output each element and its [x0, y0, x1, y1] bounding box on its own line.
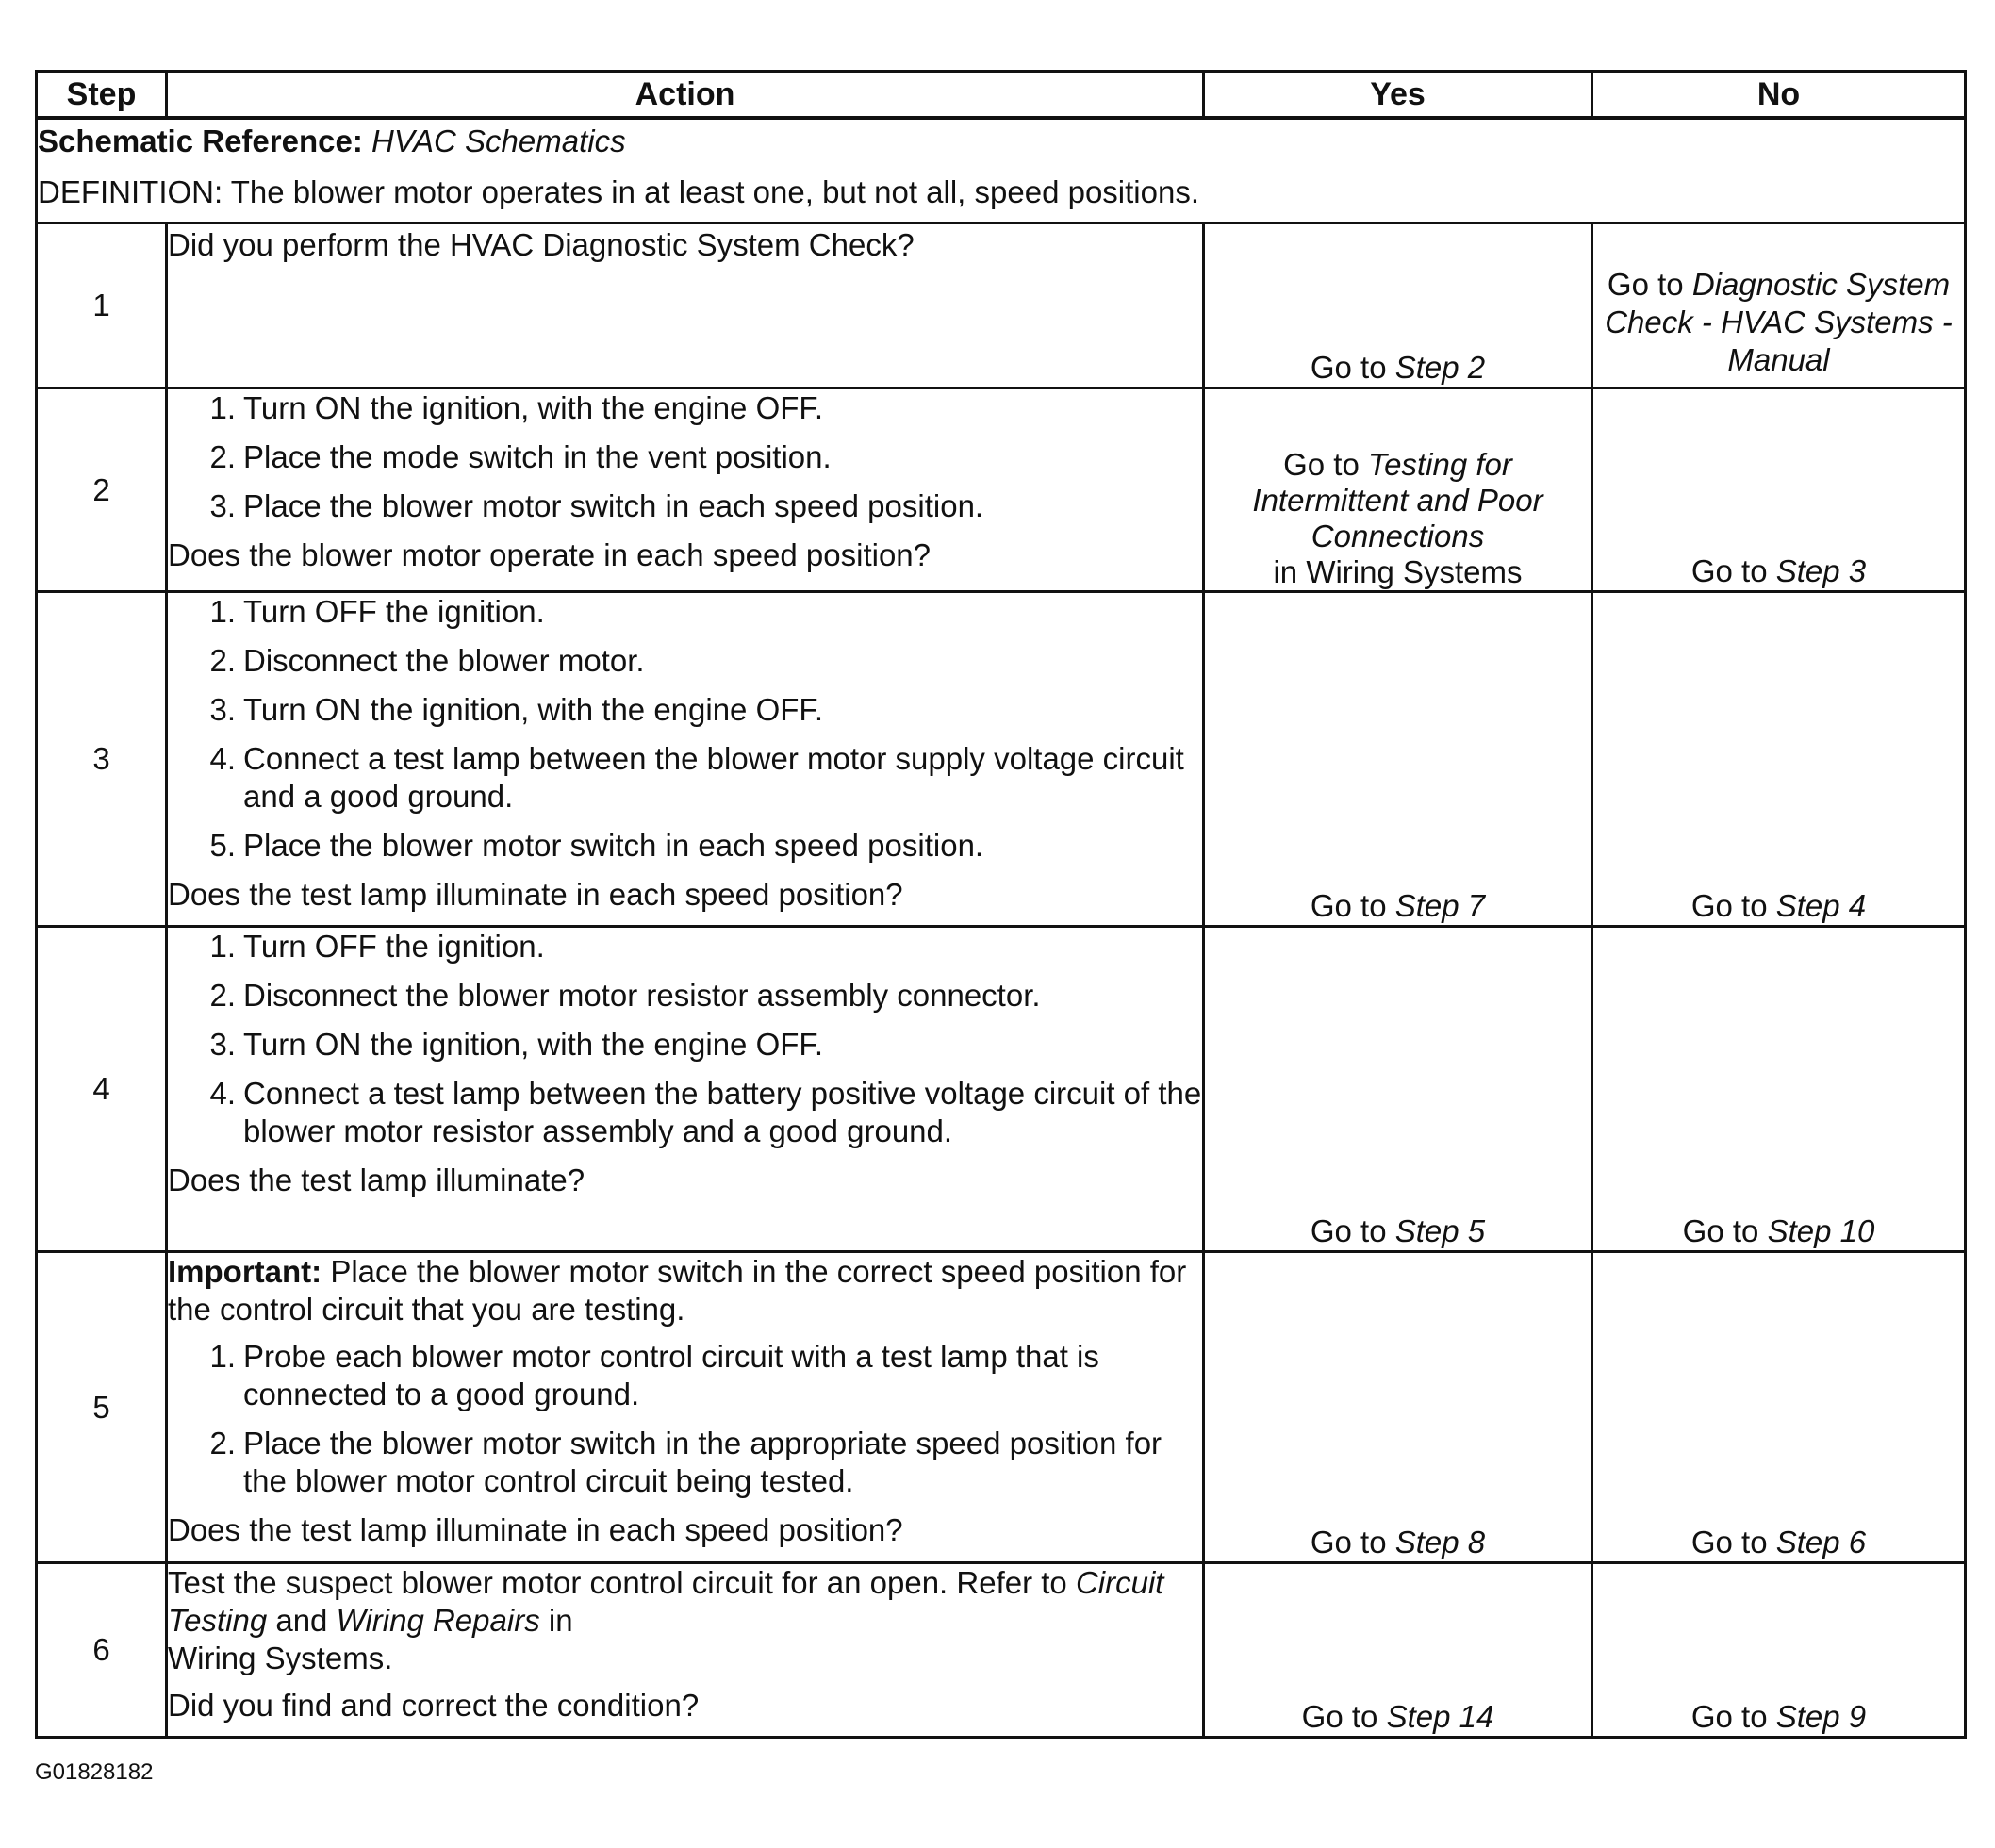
- no-cell: [1592, 592, 1966, 927]
- instruction-part: Wiring Systems.: [168, 1641, 393, 1675]
- yes-link[interactable]: Step 7: [1394, 888, 1486, 923]
- item-text: Probe each blower motor control circuit with a test lamp that is connected to a good ground.: [243, 1339, 1099, 1411]
- action-cell: [167, 223, 1204, 388]
- no-prefix: Go to: [1690, 1699, 1776, 1734]
- diagnostic-table: [35, 70, 1967, 1739]
- yes-prefix: Go to: [1310, 888, 1395, 923]
- no-prefix: Go to: [1690, 888, 1776, 923]
- action-cell: [167, 927, 1204, 1252]
- list-item: [168, 438, 1202, 476]
- table-row: [37, 388, 1966, 592]
- action-steps: [168, 928, 1202, 1150]
- no-cell: [1592, 927, 1966, 1252]
- list-item: [168, 1075, 1202, 1150]
- table-row: [37, 1252, 1966, 1563]
- no-prefix: Go to: [1682, 1213, 1768, 1248]
- list-item: [168, 642, 1202, 680]
- important-label: Important:: [168, 1254, 322, 1289]
- action-steps: [168, 593, 1202, 865]
- item-text: Place the mode switch in the vent position.: [243, 439, 832, 474]
- yes-prefix: Go to: [1310, 350, 1395, 385]
- header-step: Step: [37, 72, 167, 119]
- item-text: Turn OFF the ignition.: [243, 929, 545, 964]
- schematic-reference-label: Schematic Reference:: [38, 124, 363, 158]
- no-link[interactable]: Step 3: [1775, 553, 1867, 588]
- action-cell: [167, 388, 1204, 592]
- no-link[interactable]: Step 9: [1775, 1699, 1867, 1734]
- item-text: Turn ON the ignition, with the engine OFF.: [243, 1027, 824, 1062]
- header-action: Action: [167, 72, 1204, 119]
- no-link[interactable]: Step 6: [1775, 1525, 1867, 1559]
- action-cell: [167, 1563, 1204, 1738]
- list-item: [168, 691, 1202, 729]
- no-cell: [1592, 1563, 1966, 1738]
- list-item: [168, 827, 1202, 865]
- instruction-text: [168, 1564, 1202, 1677]
- step-number: 6: [37, 1563, 167, 1738]
- item-text: Turn ON the ignition, with the engine OFF.: [243, 390, 824, 425]
- no-link[interactable]: Step 4: [1775, 888, 1867, 923]
- instruction-part: Test the suspect blower motor control circuit for an open. Refer to: [168, 1565, 1076, 1600]
- item-number: 2.: [209, 643, 236, 678]
- table-row: [37, 223, 1966, 388]
- list-item: [168, 389, 1202, 427]
- schematic-reference: [38, 120, 1964, 171]
- yes-cell: [1204, 223, 1592, 388]
- figure-id: G01828182: [35, 1759, 154, 1785]
- item-number: 2.: [209, 1426, 236, 1460]
- yes-link[interactable]: Step 14: [1386, 1699, 1494, 1734]
- action-steps: [168, 1338, 1202, 1500]
- no-prefix: Go to: [1690, 1525, 1776, 1559]
- action-cell: [167, 592, 1204, 927]
- item-number: 1.: [209, 1339, 236, 1374]
- list-item: [168, 1338, 1202, 1413]
- instruction-part: and: [267, 1603, 337, 1638]
- yes-link[interactable]: Step 8: [1394, 1525, 1486, 1559]
- header-row: [37, 72, 1966, 119]
- step-number: 5: [37, 1252, 167, 1563]
- item-text: Turn ON the ignition, with the engine OFF.: [243, 692, 824, 727]
- step-number: 1: [37, 223, 167, 388]
- step-number: 4: [37, 927, 167, 1252]
- list-item: [168, 593, 1202, 631]
- yes-cell: [1204, 1563, 1592, 1738]
- reference-cell: [37, 118, 1966, 223]
- action-steps: [168, 389, 1202, 525]
- item-number: 5.: [209, 828, 236, 863]
- no-prefix: Go to: [1690, 553, 1776, 588]
- item-text: Place the blower motor switch in the appropriate speed position for the blower motor control circuit being tested.: [243, 1426, 1162, 1498]
- yes-link[interactable]: Testing for Intermittent and Poor Connections: [1252, 447, 1543, 553]
- item-number: 1.: [209, 390, 236, 425]
- question-text: Does the blower motor operate in each speed position?: [168, 537, 931, 572]
- item-number: 3.: [209, 1027, 236, 1062]
- table-row: [37, 592, 1966, 927]
- schematic-reference-link[interactable]: HVAC Schematics: [371, 124, 626, 158]
- yes-link[interactable]: Step 2: [1394, 350, 1486, 385]
- diagnostic-table-container: [35, 70, 1964, 1739]
- instruction-part: in: [539, 1603, 573, 1638]
- no-link[interactable]: Diagnostic System Check - HVAC Systems - Manual: [1605, 267, 1953, 377]
- question-text: Does the test lamp illuminate?: [168, 1163, 585, 1197]
- question-text: Does the test lamp illuminate in each speed position?: [168, 1512, 903, 1547]
- item-number: 4.: [209, 1076, 236, 1111]
- header-yes: Yes: [1204, 72, 1592, 119]
- item-text: Place the blower motor switch in each speed position.: [243, 488, 984, 523]
- item-number: 3.: [209, 488, 236, 523]
- yes-prefix: Go to: [1301, 1699, 1387, 1734]
- item-number: 1.: [209, 594, 236, 629]
- wiring-repairs-link[interactable]: Wiring Repairs: [336, 1603, 540, 1638]
- no-link[interactable]: Step 10: [1767, 1213, 1875, 1248]
- yes-suffix: in Wiring Systems: [1273, 554, 1523, 589]
- yes-cell: [1204, 1252, 1592, 1563]
- item-text: Turn OFF the ignition.: [243, 594, 545, 629]
- item-number: 3.: [209, 692, 236, 727]
- item-text: Disconnect the blower motor.: [243, 643, 645, 678]
- item-number: 2.: [209, 439, 236, 474]
- list-item: [168, 740, 1202, 816]
- list-item: [168, 1026, 1202, 1064]
- list-item: [168, 1425, 1202, 1500]
- item-text: Connect a test lamp between the blower motor supply voltage circuit and a good ground.: [243, 741, 1184, 814]
- list-item: [168, 928, 1202, 965]
- list-item: [168, 487, 1202, 525]
- yes-prefix: Go to: [1283, 447, 1368, 482]
- no-cell: [1592, 388, 1966, 592]
- item-text: Place the blower motor switch in each speed position.: [243, 828, 984, 863]
- question-text: Did you find and correct the condition?: [168, 1688, 700, 1723]
- reference-row: [37, 118, 1966, 223]
- item-text: Connect a test lamp between the battery positive voltage circuit of the blower motor resistor assembly and a good ground.: [243, 1076, 1202, 1148]
- yes-cell: [1204, 927, 1592, 1252]
- item-text: Disconnect the blower motor resistor assembly connector.: [243, 978, 1041, 1013]
- yes-link[interactable]: Step 5: [1394, 1213, 1486, 1248]
- important-text: Place the blower motor switch in the correct speed position for the control circuit that you are testing.: [168, 1254, 1187, 1327]
- header-no: No: [1592, 72, 1966, 119]
- circuit-testing-link[interactable]: Circuit Testing: [168, 1565, 1164, 1638]
- no-prefix: Go to: [1607, 267, 1692, 302]
- yes-cell: [1204, 592, 1592, 927]
- step-number: 2: [37, 388, 167, 592]
- question-text: Did you perform the HVAC Diagnostic System Check?: [168, 227, 915, 262]
- important-note: [168, 1253, 1202, 1328]
- table-row: [37, 927, 1966, 1252]
- definition: DEFINITION: The blower motor operates in at least one, but not all, speed positions.: [38, 174, 1200, 209]
- yes-prefix: Go to: [1310, 1213, 1395, 1248]
- step-number: 3: [37, 592, 167, 927]
- item-number: 1.: [209, 929, 236, 964]
- question-text: Does the test lamp illuminate in each speed position?: [168, 877, 903, 912]
- item-number: 4.: [209, 741, 236, 776]
- action-cell: [167, 1252, 1204, 1563]
- item-number: 2.: [209, 978, 236, 1013]
- yes-cell: [1204, 388, 1592, 592]
- no-cell: [1592, 223, 1966, 388]
- no-cell: [1592, 1252, 1966, 1563]
- yes-prefix: Go to: [1310, 1525, 1395, 1559]
- list-item: [168, 977, 1202, 1015]
- table-row: [37, 1563, 1966, 1738]
